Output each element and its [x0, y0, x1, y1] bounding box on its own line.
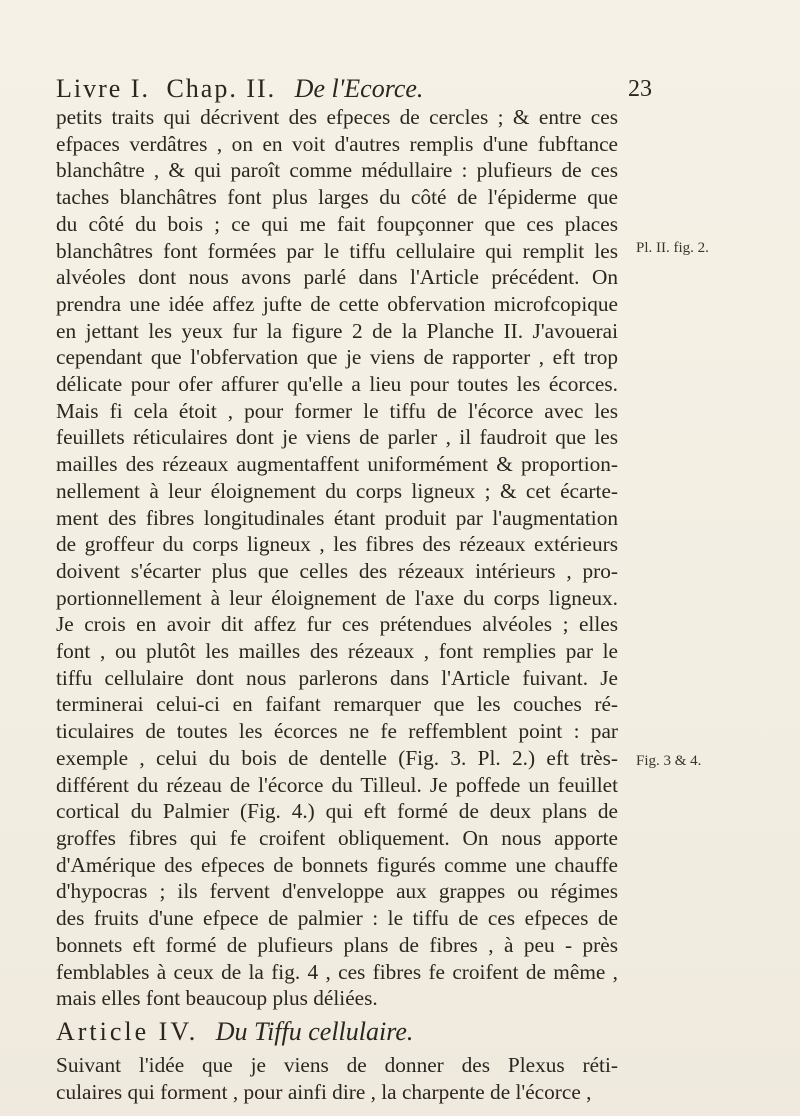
chapter-number: Chap. II. — [166, 74, 277, 103]
text-line: culaires qui forment , pour ainfi dire , la charpente de l'écorce , — [56, 1079, 592, 1104]
text-line: doivent s'écarter plus que celles des rézeaux intérieurs , pro- — [56, 558, 618, 583]
text-line: efpaces verdâtres , on en voit d'autres remplis d'une fubftance — [56, 131, 618, 156]
text-line: blanchâtres font formées par le tiffu cellulaire qui remplit les — [56, 238, 618, 263]
text-line: Mais fi cela étoit , pour former le tiffu de l'écorce avec les — [56, 398, 618, 423]
text-line: petits traits qui décrivent des efpeces de cercles ; & entre ces — [56, 105, 618, 129]
text-line: mailles des rézeaux augmentaffent uniformément & proportion- — [56, 452, 618, 477]
text-line: Suivant l'idée que je viens de donner des Plexus réti- — [56, 1052, 618, 1077]
book-number: Livre I. — [56, 74, 150, 103]
text-line: blanchâtre , & qui paroît comme médullaire : plufieurs de ces — [56, 158, 618, 183]
page-number: 23 — [628, 76, 652, 102]
text-line: d'hypocras ; ils fervent d'enveloppe aux grappes ou régimes — [56, 879, 618, 904]
text-line: prendra une idée affez jufte de cette obfervation microfcopique — [56, 291, 618, 316]
text-line: nellement à leur éloignement du corps ligneux ; & cet écarte- — [56, 478, 618, 503]
text-line: groffes fibres qui fe croifent obliquement. On nous apporte — [56, 825, 618, 850]
text-line: tiffu cellulaire dont nous parlerons dans l'Article fuivant. Je — [56, 665, 618, 690]
margin-note-figure-reference: Fig. 3 & 4. — [636, 753, 702, 769]
text-line: mais elles font beaucoup plus déliées. — [56, 986, 378, 1011]
text-line: cependant que l'obfervation que je viens de rapporter , eft trop — [56, 345, 618, 370]
running-head — [56, 74, 626, 104]
text-line: du côté du bois ; ce qui me fait foupçonner que ces places — [56, 211, 618, 236]
text-line: ticulaires de toutes les écorces ne fe reffemblent point : par — [56, 719, 618, 744]
article-heading — [56, 1012, 618, 1052]
text-line: femblables à ceux de la fig. 4 , ces fibres fe croifent de même , — [56, 959, 618, 984]
text-line: alvéoles dont nous avons parlé dans l'Article précédent. On — [56, 265, 618, 290]
body-text — [56, 104, 618, 1105]
text-line: de groffeur du corps ligneux , les fibres des rézeaux extérieurs — [56, 532, 618, 557]
chapter-title: De l'Ecorce. — [294, 74, 424, 103]
text-line: feuillets réticulaires dont je viens de parler , il faudroit que les — [56, 425, 618, 450]
text-line: exemple , celui du bois de dentelle (Fig. 3. Pl. 2.) eft très- — [56, 745, 618, 770]
text-line: portionnellement à leur éloignement de l'axe du corps ligneux. — [56, 585, 618, 610]
text-line: des fruits d'une efpece de palmier : le tiffu de ces efpeces de — [56, 906, 618, 931]
text-line: taches blanchâtres font plus larges du côté de l'épiderme que — [56, 185, 618, 210]
text-line: bonnets eft formé de plufieurs plans de fibres , à peu - près — [56, 932, 618, 957]
text-line: font , ou plutôt les mailles des rézeaux , font remplies par le — [56, 639, 618, 664]
article-label: Article IV. — [56, 1016, 199, 1046]
text-line: ment des fibres longitudinales étant produit par l'augmentation — [56, 505, 618, 530]
article-title: Du Tiffu cellulaire. — [215, 1016, 414, 1046]
paragraph-1 — [56, 104, 618, 1012]
text-line: d'Amérique des efpeces de bonnets figurés comme une chauffe — [56, 852, 618, 877]
text-line: terminerai celui-ci en faifant remarquer que les couches ré- — [56, 692, 618, 717]
text-line: différent du rézeau de l'écorce du Tilleul. Je poffede un feuillet — [56, 772, 618, 797]
paragraph-2 — [56, 1052, 618, 1105]
text-line: délicate pour ofer affurer qu'elle a lieu pour toutes les écorces. — [56, 372, 618, 397]
text-line: en jettant les yeux fur la figure 2 de la Planche II. J'avouerai — [56, 318, 618, 343]
text-line: cortical du Palmier (Fig. 4.) qui eft formé de deux plans de — [56, 799, 618, 824]
text-line: Je crois en avoir dit affez fur ces prétendues alvéoles ; elles — [56, 612, 618, 637]
margin-note-plate-reference: Pl. II. fig. 2. — [636, 240, 709, 256]
